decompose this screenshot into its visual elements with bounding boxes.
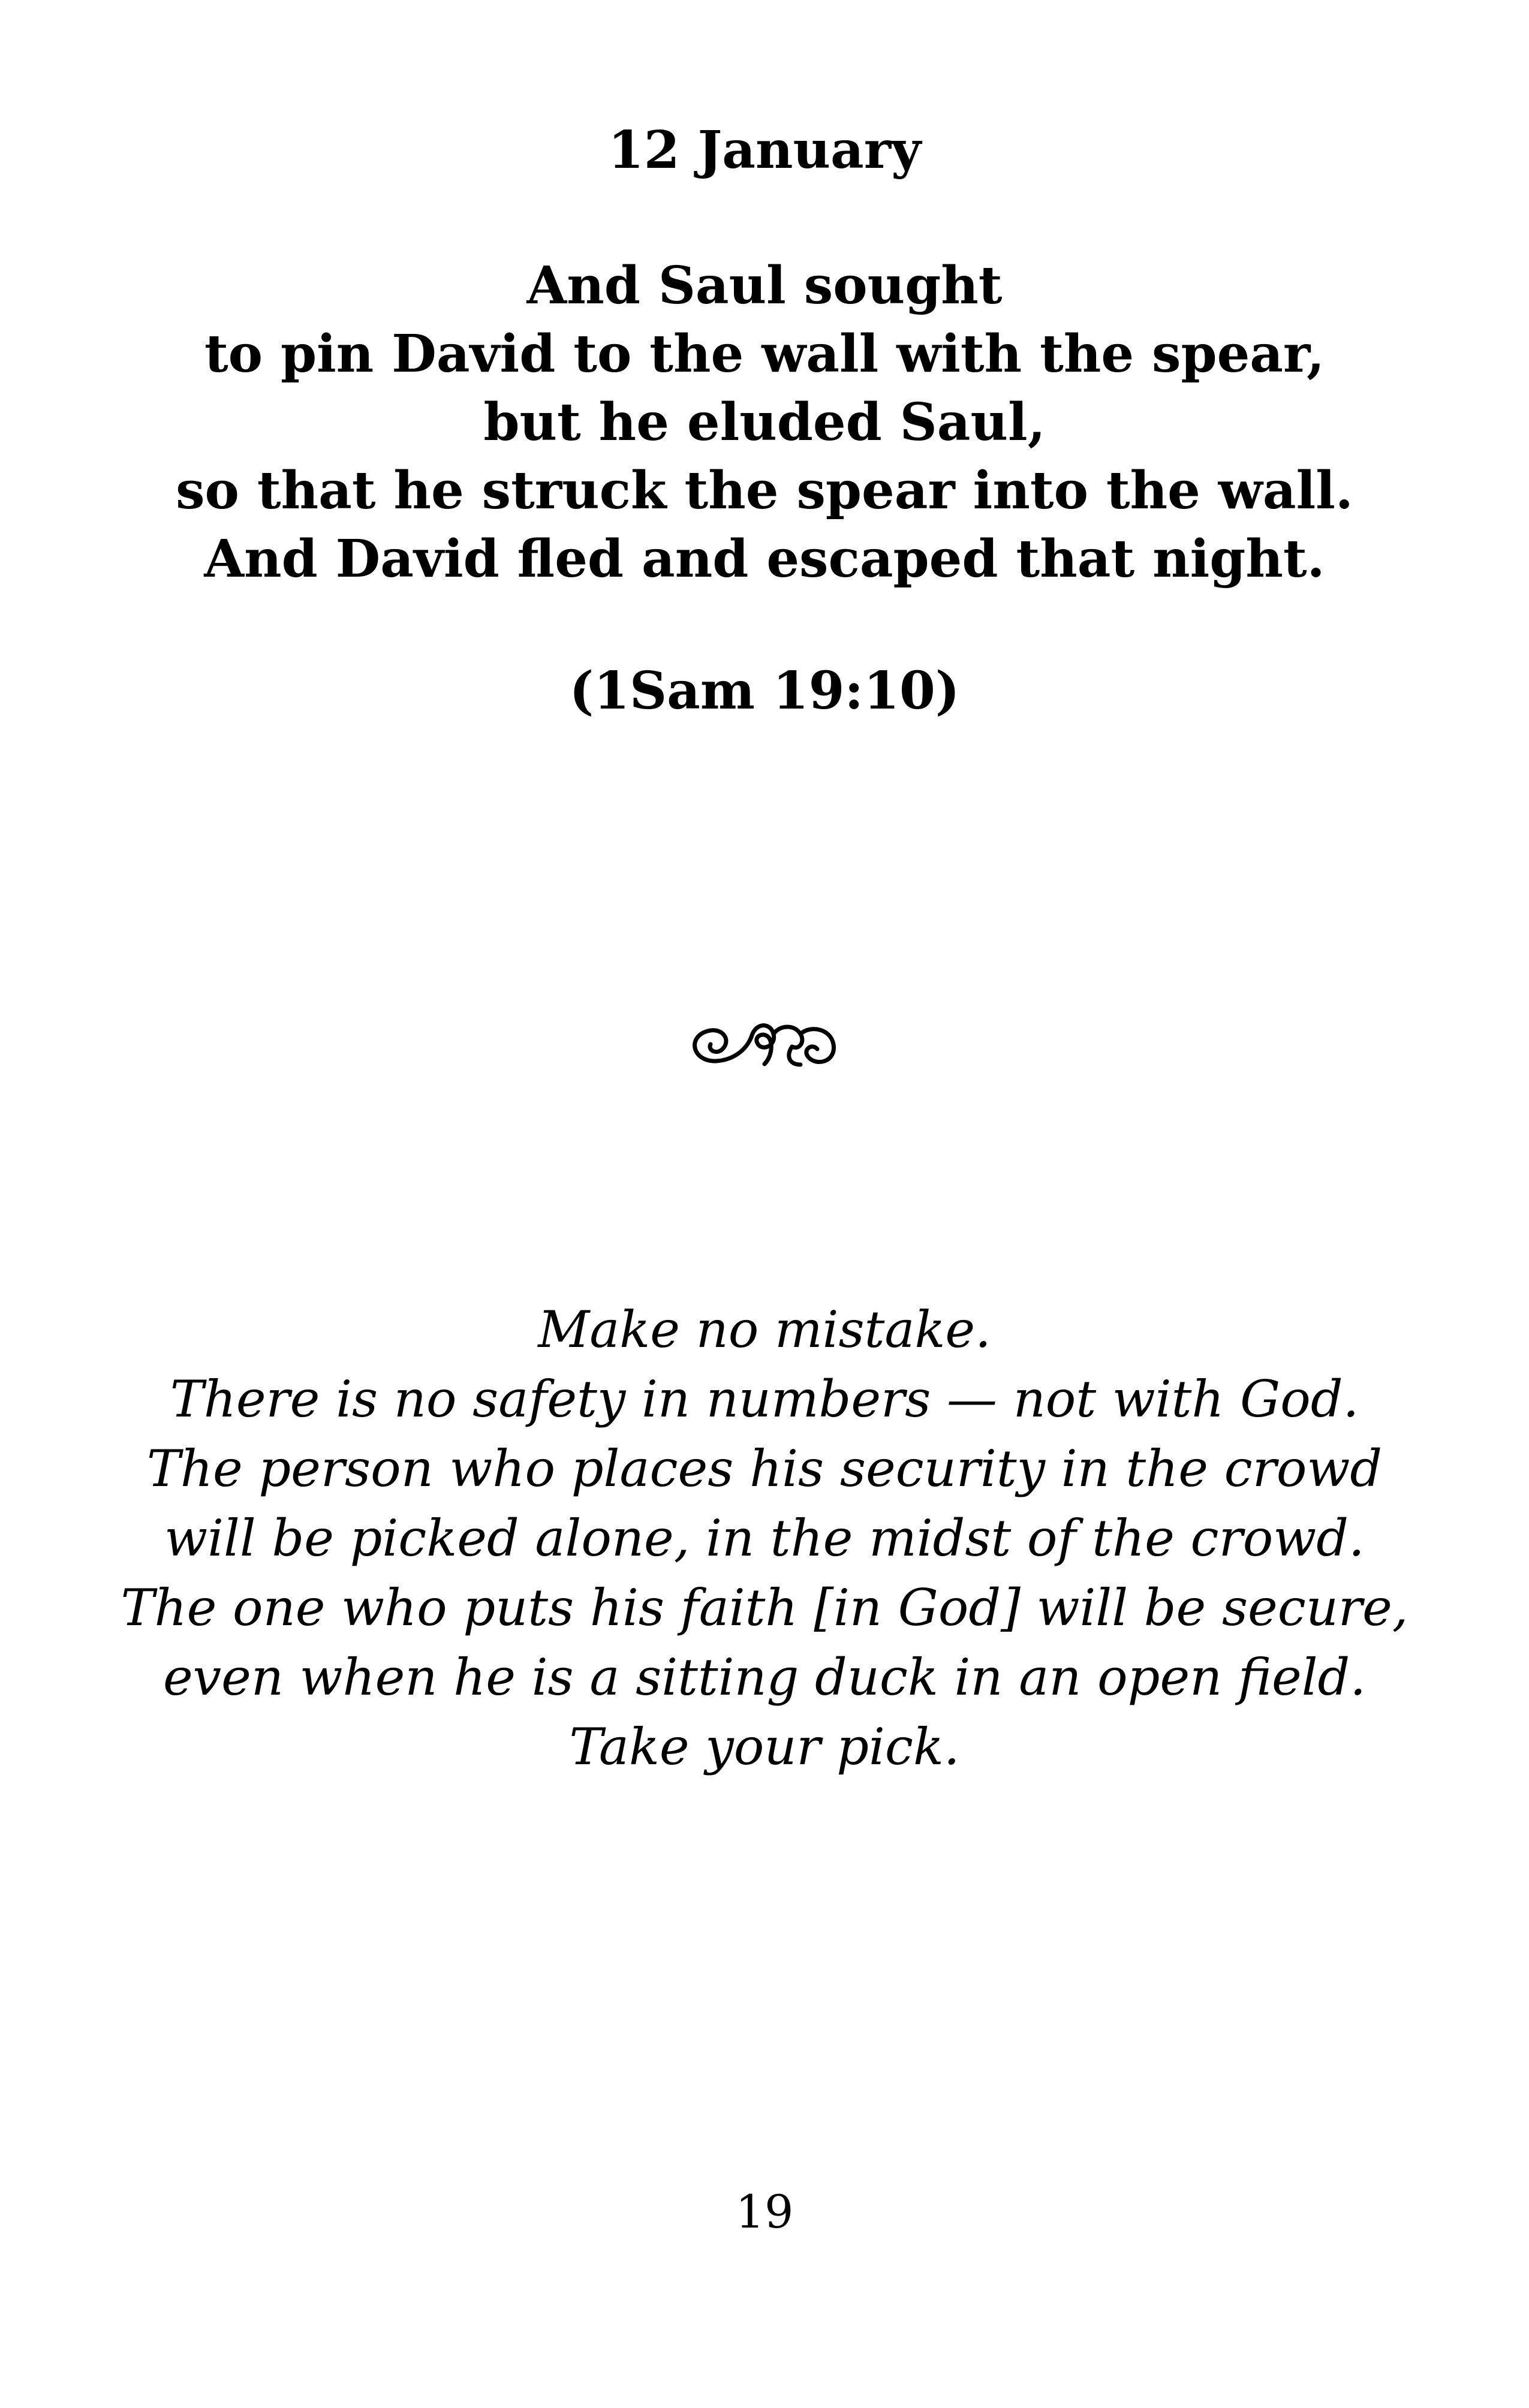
- scripture-reference: (1Sam 19:10): [569, 661, 960, 721]
- verse-line: And David fled and escaped that night.: [204, 529, 1325, 589]
- reflection-line: Make no mistake.: [538, 1300, 991, 1359]
- verse-line: And Saul sought: [526, 255, 1003, 316]
- reflection-line: The one who puts his faith [in God] will be secure,: [121, 1578, 1408, 1637]
- reflection-line: There is no safety in numbers — not with God.: [170, 1370, 1359, 1428]
- reflection-passage: [0, 1295, 1529, 1782]
- verse-line: so that he struck the spear into the wall.: [176, 460, 1353, 521]
- page-number: 19: [735, 2185, 794, 2238]
- verse-line: to pin David to the wall with the spear,: [204, 324, 1325, 384]
- reflection-line: will be picked alone, in the midst of the crowd.: [164, 1509, 1365, 1568]
- reflection-line: The person who places his security in the crowd: [146, 1439, 1383, 1498]
- reflection-line: even when he is a sitting duck in an open field.: [162, 1648, 1367, 1707]
- reflection-line: Take your pick.: [569, 1717, 960, 1776]
- date-heading: 12 January: [607, 120, 922, 180]
- scripture-verse: [0, 252, 1529, 593]
- verse-line: but he eluded Saul,: [483, 392, 1046, 453]
- fleuron-ornament-icon: [681, 1007, 848, 1079]
